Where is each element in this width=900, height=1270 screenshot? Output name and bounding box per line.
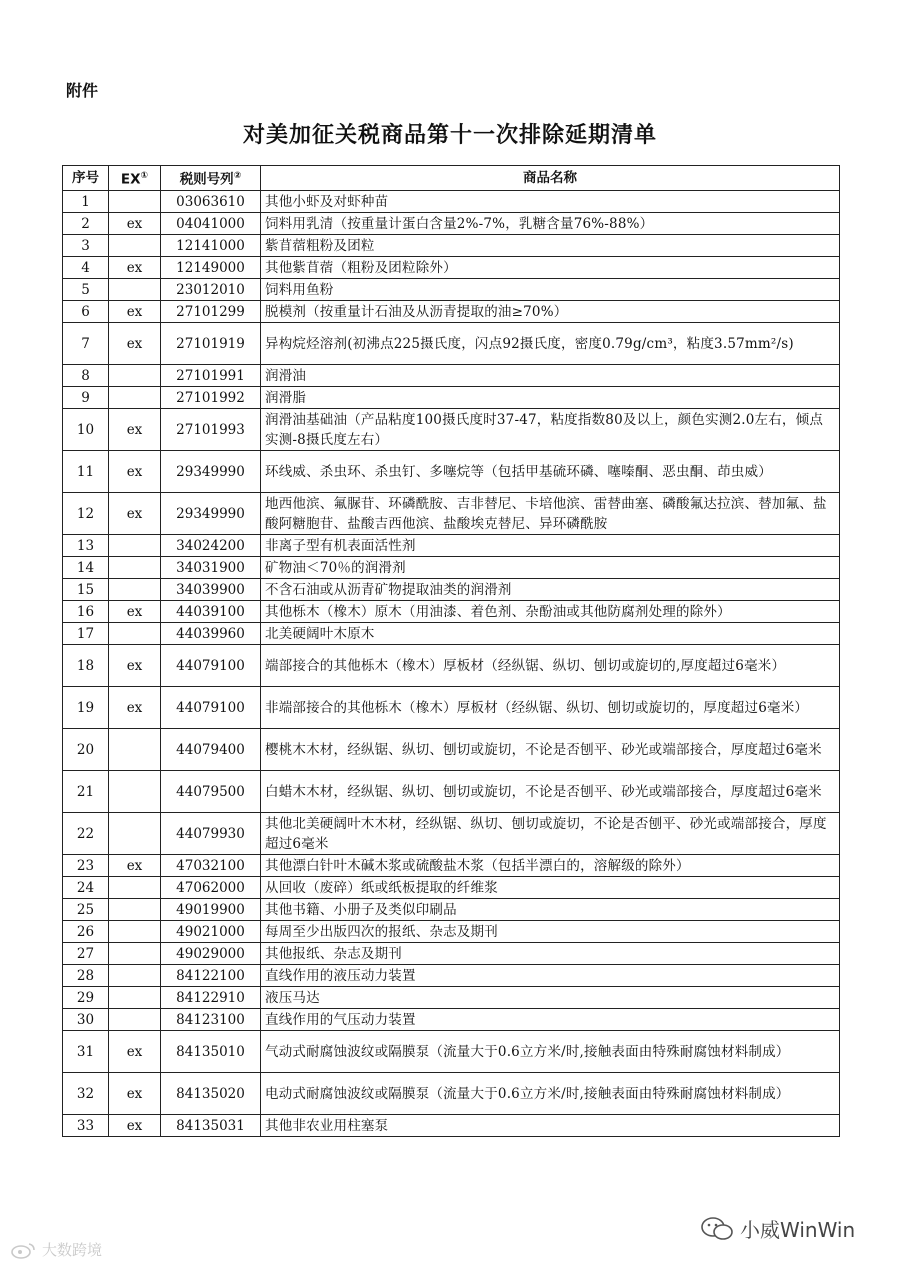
table-row: [63, 451, 840, 493]
cell-name: 白蜡木木材，经纵锯、纵切、刨切或旋切，不论是否刨平、砂光或端部接合，厚度超过6毫米: [261, 771, 840, 813]
cell-name: 脱模剂（按重量计石油及从沥青提取的油≥70%）: [261, 301, 840, 323]
cell-ex: ex: [109, 855, 161, 877]
cell-ex: [109, 813, 161, 855]
cell-ex: [109, 579, 161, 601]
table-row: [63, 623, 840, 645]
cell-ex: [109, 235, 161, 257]
table-body: [63, 191, 840, 1137]
cell-code: 27101992: [161, 387, 261, 409]
weibo-icon: [10, 1241, 38, 1259]
cell-seq: 2: [63, 213, 109, 235]
cell-seq: 20: [63, 729, 109, 771]
cell-code: 34039900: [161, 579, 261, 601]
cell-code: 47062000: [161, 877, 261, 899]
cell-name: 电动式耐腐蚀波纹或隔膜泵（流量大于0.6立方米/时,接触表面由特殊耐腐蚀材料制成）: [261, 1073, 840, 1115]
table-row: [63, 729, 840, 771]
cell-seq: 9: [63, 387, 109, 409]
header-seq: 序号: [63, 166, 109, 191]
cell-ex: [109, 771, 161, 813]
table-row: [63, 191, 840, 213]
watermark-left-text: 大数跨境: [42, 1241, 103, 1259]
cell-seq: 27: [63, 943, 109, 965]
cell-code: 44079500: [161, 771, 261, 813]
cell-code: 44079100: [161, 687, 261, 729]
cell-name: 润滑油基础油（产品粘度100摄氏度时37-47，粘度指数80及以上，颜色实测2.0左右，倾点实测-8摄氏度左右）: [261, 409, 840, 451]
table-row: [63, 365, 840, 387]
cell-ex: [109, 191, 161, 213]
cell-seq: 26: [63, 921, 109, 943]
cell-ex: [109, 921, 161, 943]
table-row: [63, 987, 840, 1009]
cell-ex: [109, 877, 161, 899]
cell-code: 04041000: [161, 213, 261, 235]
table-row: [63, 257, 840, 279]
table-row: [63, 235, 840, 257]
cell-name: 液压马达: [261, 987, 840, 1009]
cell-ex: ex: [109, 409, 161, 451]
cell-ex: ex: [109, 451, 161, 493]
table-row: [63, 493, 840, 535]
cell-name: 其他北美硬阔叶木木材，经纵锯、纵切、刨切或旋切，不论是否刨平、砂光或端部接合，厚度超过6毫米: [261, 813, 840, 855]
cell-ex: [109, 899, 161, 921]
cell-seq: 15: [63, 579, 109, 601]
cell-name: 其他书籍、小册子及类似印刷品: [261, 899, 840, 921]
cell-name: 其他小虾及对虾种苗: [261, 191, 840, 213]
cell-code: 27101991: [161, 365, 261, 387]
table-row: [63, 1073, 840, 1115]
cell-code: 44079400: [161, 729, 261, 771]
cell-name: 每周至少出版四次的报纸、杂志及期刊: [261, 921, 840, 943]
table-row: [63, 323, 840, 365]
cell-code: 49029000: [161, 943, 261, 965]
table-row: [63, 1115, 840, 1137]
cell-name: 其他报纸、杂志及期刊: [261, 943, 840, 965]
cell-code: 49021000: [161, 921, 261, 943]
attachment-label: 附件: [66, 81, 99, 100]
cell-seq: 3: [63, 235, 109, 257]
table-row: [63, 213, 840, 235]
header-name: 商品名称: [261, 166, 840, 191]
cell-seq: 16: [63, 601, 109, 623]
cell-ex: [109, 387, 161, 409]
cell-name: 气动式耐腐蚀波纹或隔膜泵（流量大于0.6立方米/时,接触表面由特殊耐腐蚀材料制成）: [261, 1031, 840, 1073]
cell-seq: 14: [63, 557, 109, 579]
cell-name: 矿物油＜70％的润滑剂: [261, 557, 840, 579]
table-row: [63, 877, 840, 899]
cell-seq: 33: [63, 1115, 109, 1137]
table-row: [63, 557, 840, 579]
cell-name: 非离子型有机表面活性剂: [261, 535, 840, 557]
table-row: [63, 943, 840, 965]
cell-ex: [109, 535, 161, 557]
cell-ex: [109, 557, 161, 579]
header-code-note: ②: [233, 171, 242, 182]
cell-ex: [109, 987, 161, 1009]
cell-ex: ex: [109, 645, 161, 687]
table-row: [63, 921, 840, 943]
cell-seq: 6: [63, 301, 109, 323]
cell-seq: 28: [63, 965, 109, 987]
cell-code: 84122910: [161, 987, 261, 1009]
table-row: [63, 301, 840, 323]
cell-seq: 10: [63, 409, 109, 451]
cell-seq: 24: [63, 877, 109, 899]
table-header-row: [63, 166, 840, 191]
cell-code: 47032100: [161, 855, 261, 877]
cell-code: 44039960: [161, 623, 261, 645]
cell-ex: ex: [109, 1073, 161, 1115]
cell-seq: 25: [63, 899, 109, 921]
table-row: [63, 965, 840, 987]
cell-ex: [109, 623, 161, 645]
cell-code: 27101993: [161, 409, 261, 451]
cell-ex: ex: [109, 323, 161, 365]
watermark-left: [10, 1239, 102, 1260]
cell-seq: 17: [63, 623, 109, 645]
cell-code: 84123100: [161, 1009, 261, 1031]
cell-code: 12141000: [161, 235, 261, 257]
cell-name: 不含石油或从沥青矿物提取油类的润滑剂: [261, 579, 840, 601]
table-row: [63, 645, 840, 687]
cell-name: 地西他滨、氟脲苷、环磷酰胺、吉非替尼、卡培他滨、雷替曲塞、磷酸氟达拉滨、替加氟、盐酸阿糖胞苷、盐酸吉西他滨、盐酸埃克替尼、异环磷酰胺: [261, 493, 840, 535]
cell-seq: 32: [63, 1073, 109, 1115]
table-row: [63, 535, 840, 557]
cell-code: 29349990: [161, 451, 261, 493]
table-row: [63, 771, 840, 813]
cell-code: 27101919: [161, 323, 261, 365]
cell-ex: ex: [109, 687, 161, 729]
cell-code: 84135020: [161, 1073, 261, 1115]
cell-name: 其他栎木（橡木）原木（用油漆、着色剂、杂酚油或其他防腐剂处理的除外）: [261, 601, 840, 623]
cell-code: 84135010: [161, 1031, 261, 1073]
cell-code: 49019900: [161, 899, 261, 921]
wechat-icon: [700, 1216, 734, 1242]
cell-name: 饲料用鱼粉: [261, 279, 840, 301]
cell-code: 12149000: [161, 257, 261, 279]
cell-seq: 23: [63, 855, 109, 877]
table-row: [63, 899, 840, 921]
cell-ex: [109, 365, 161, 387]
cell-seq: 11: [63, 451, 109, 493]
cell-code: 29349990: [161, 493, 261, 535]
cell-name: 从回收（废碎）纸或纸板提取的纤维浆: [261, 877, 840, 899]
cell-code: 44079100: [161, 645, 261, 687]
cell-ex: ex: [109, 257, 161, 279]
cell-name: 非端部接合的其他栎木（橡木）厚板材（经纵锯、纵切、刨切或旋切的，厚度超过6毫米）: [261, 687, 840, 729]
cell-ex: ex: [109, 601, 161, 623]
cell-name: 环线威、杀虫环、杀虫钉、多噻烷等（包括甲基硫环磷、噻嗪酮、恶虫酮、茚虫威）: [261, 451, 840, 493]
watermark-right-text: 小威WinWin: [740, 1218, 856, 1242]
cell-ex: [109, 965, 161, 987]
cell-seq: 19: [63, 687, 109, 729]
cell-name: 其他紫苜蓿（粗粉及团粒除外）: [261, 257, 840, 279]
cell-seq: 31: [63, 1031, 109, 1073]
cell-code: 34031900: [161, 557, 261, 579]
cell-seq: 7: [63, 323, 109, 365]
cell-code: 84135031: [161, 1115, 261, 1137]
cell-ex: [109, 943, 161, 965]
table-row: [63, 601, 840, 623]
table-row: [63, 687, 840, 729]
header-ex: EX①: [109, 166, 161, 191]
cell-name: 樱桃木木材，经纵锯、纵切、刨切或旋切，不论是否刨平、砂光或端部接合，厚度超过6毫米: [261, 729, 840, 771]
cell-name: 直线作用的液压动力装置: [261, 965, 840, 987]
cell-seq: 21: [63, 771, 109, 813]
cell-seq: 22: [63, 813, 109, 855]
table-row: [63, 409, 840, 451]
cell-seq: 5: [63, 279, 109, 301]
table-row: [63, 1031, 840, 1073]
cell-ex: ex: [109, 301, 161, 323]
cell-ex: ex: [109, 1115, 161, 1137]
table-row: [63, 279, 840, 301]
cell-code: 44039100: [161, 601, 261, 623]
cell-name: 其他漂白针叶木碱木浆或硫酸盐木浆（包括半漂白的，溶解级的除外）: [261, 855, 840, 877]
cell-name: 润滑油: [261, 365, 840, 387]
exclusion-list-table: [62, 165, 840, 1137]
cell-code: 27101299: [161, 301, 261, 323]
cell-ex: [109, 1009, 161, 1031]
cell-seq: 30: [63, 1009, 109, 1031]
header-code: 税则号列②: [161, 166, 261, 191]
cell-seq: 29: [63, 987, 109, 1009]
cell-ex: ex: [109, 213, 161, 235]
cell-ex: [109, 729, 161, 771]
cell-code: 23012010: [161, 279, 261, 301]
cell-code: 84122100: [161, 965, 261, 987]
cell-name: 饲料用乳清（按重量计蛋白含量2%-7%，乳糖含量76%-88%）: [261, 213, 840, 235]
cell-seq: 4: [63, 257, 109, 279]
table-row: [63, 855, 840, 877]
cell-name: 紫苜蓿粗粉及团粒: [261, 235, 840, 257]
cell-ex: ex: [109, 493, 161, 535]
table-row: [63, 813, 840, 855]
cell-name: 润滑脂: [261, 387, 840, 409]
cell-seq: 8: [63, 365, 109, 387]
cell-code: 03063610: [161, 191, 261, 213]
cell-ex: [109, 279, 161, 301]
cell-code: 44079930: [161, 813, 261, 855]
table-row: [63, 579, 840, 601]
table-row: [63, 1009, 840, 1031]
cell-name: 异构烷烃溶剂(初沸点225摄氏度，闪点92摄氏度，密度0.79g/cm³，粘度3.57mm²/s): [261, 323, 840, 365]
cell-ex: ex: [109, 1031, 161, 1073]
cell-code: 34024200: [161, 535, 261, 557]
cell-name: 直线作用的气压动力装置: [261, 1009, 840, 1031]
cell-seq: 1: [63, 191, 109, 213]
cell-name: 其他非农业用柱塞泵: [261, 1115, 840, 1137]
cell-name: 端部接合的其他栎木（橡木）厚板材（经纵锯、纵切、刨切或旋切的,厚度超过6毫米）: [261, 645, 840, 687]
watermark-right: [700, 1214, 855, 1243]
cell-seq: 18: [63, 645, 109, 687]
cell-name: 北美硬阔叶木原木: [261, 623, 840, 645]
cell-seq: 12: [63, 493, 109, 535]
table-row: [63, 387, 840, 409]
header-ex-note: ①: [140, 171, 149, 182]
page-title: 对美加征关税商品第十一次排除延期清单: [242, 123, 657, 148]
cell-seq: 13: [63, 535, 109, 557]
